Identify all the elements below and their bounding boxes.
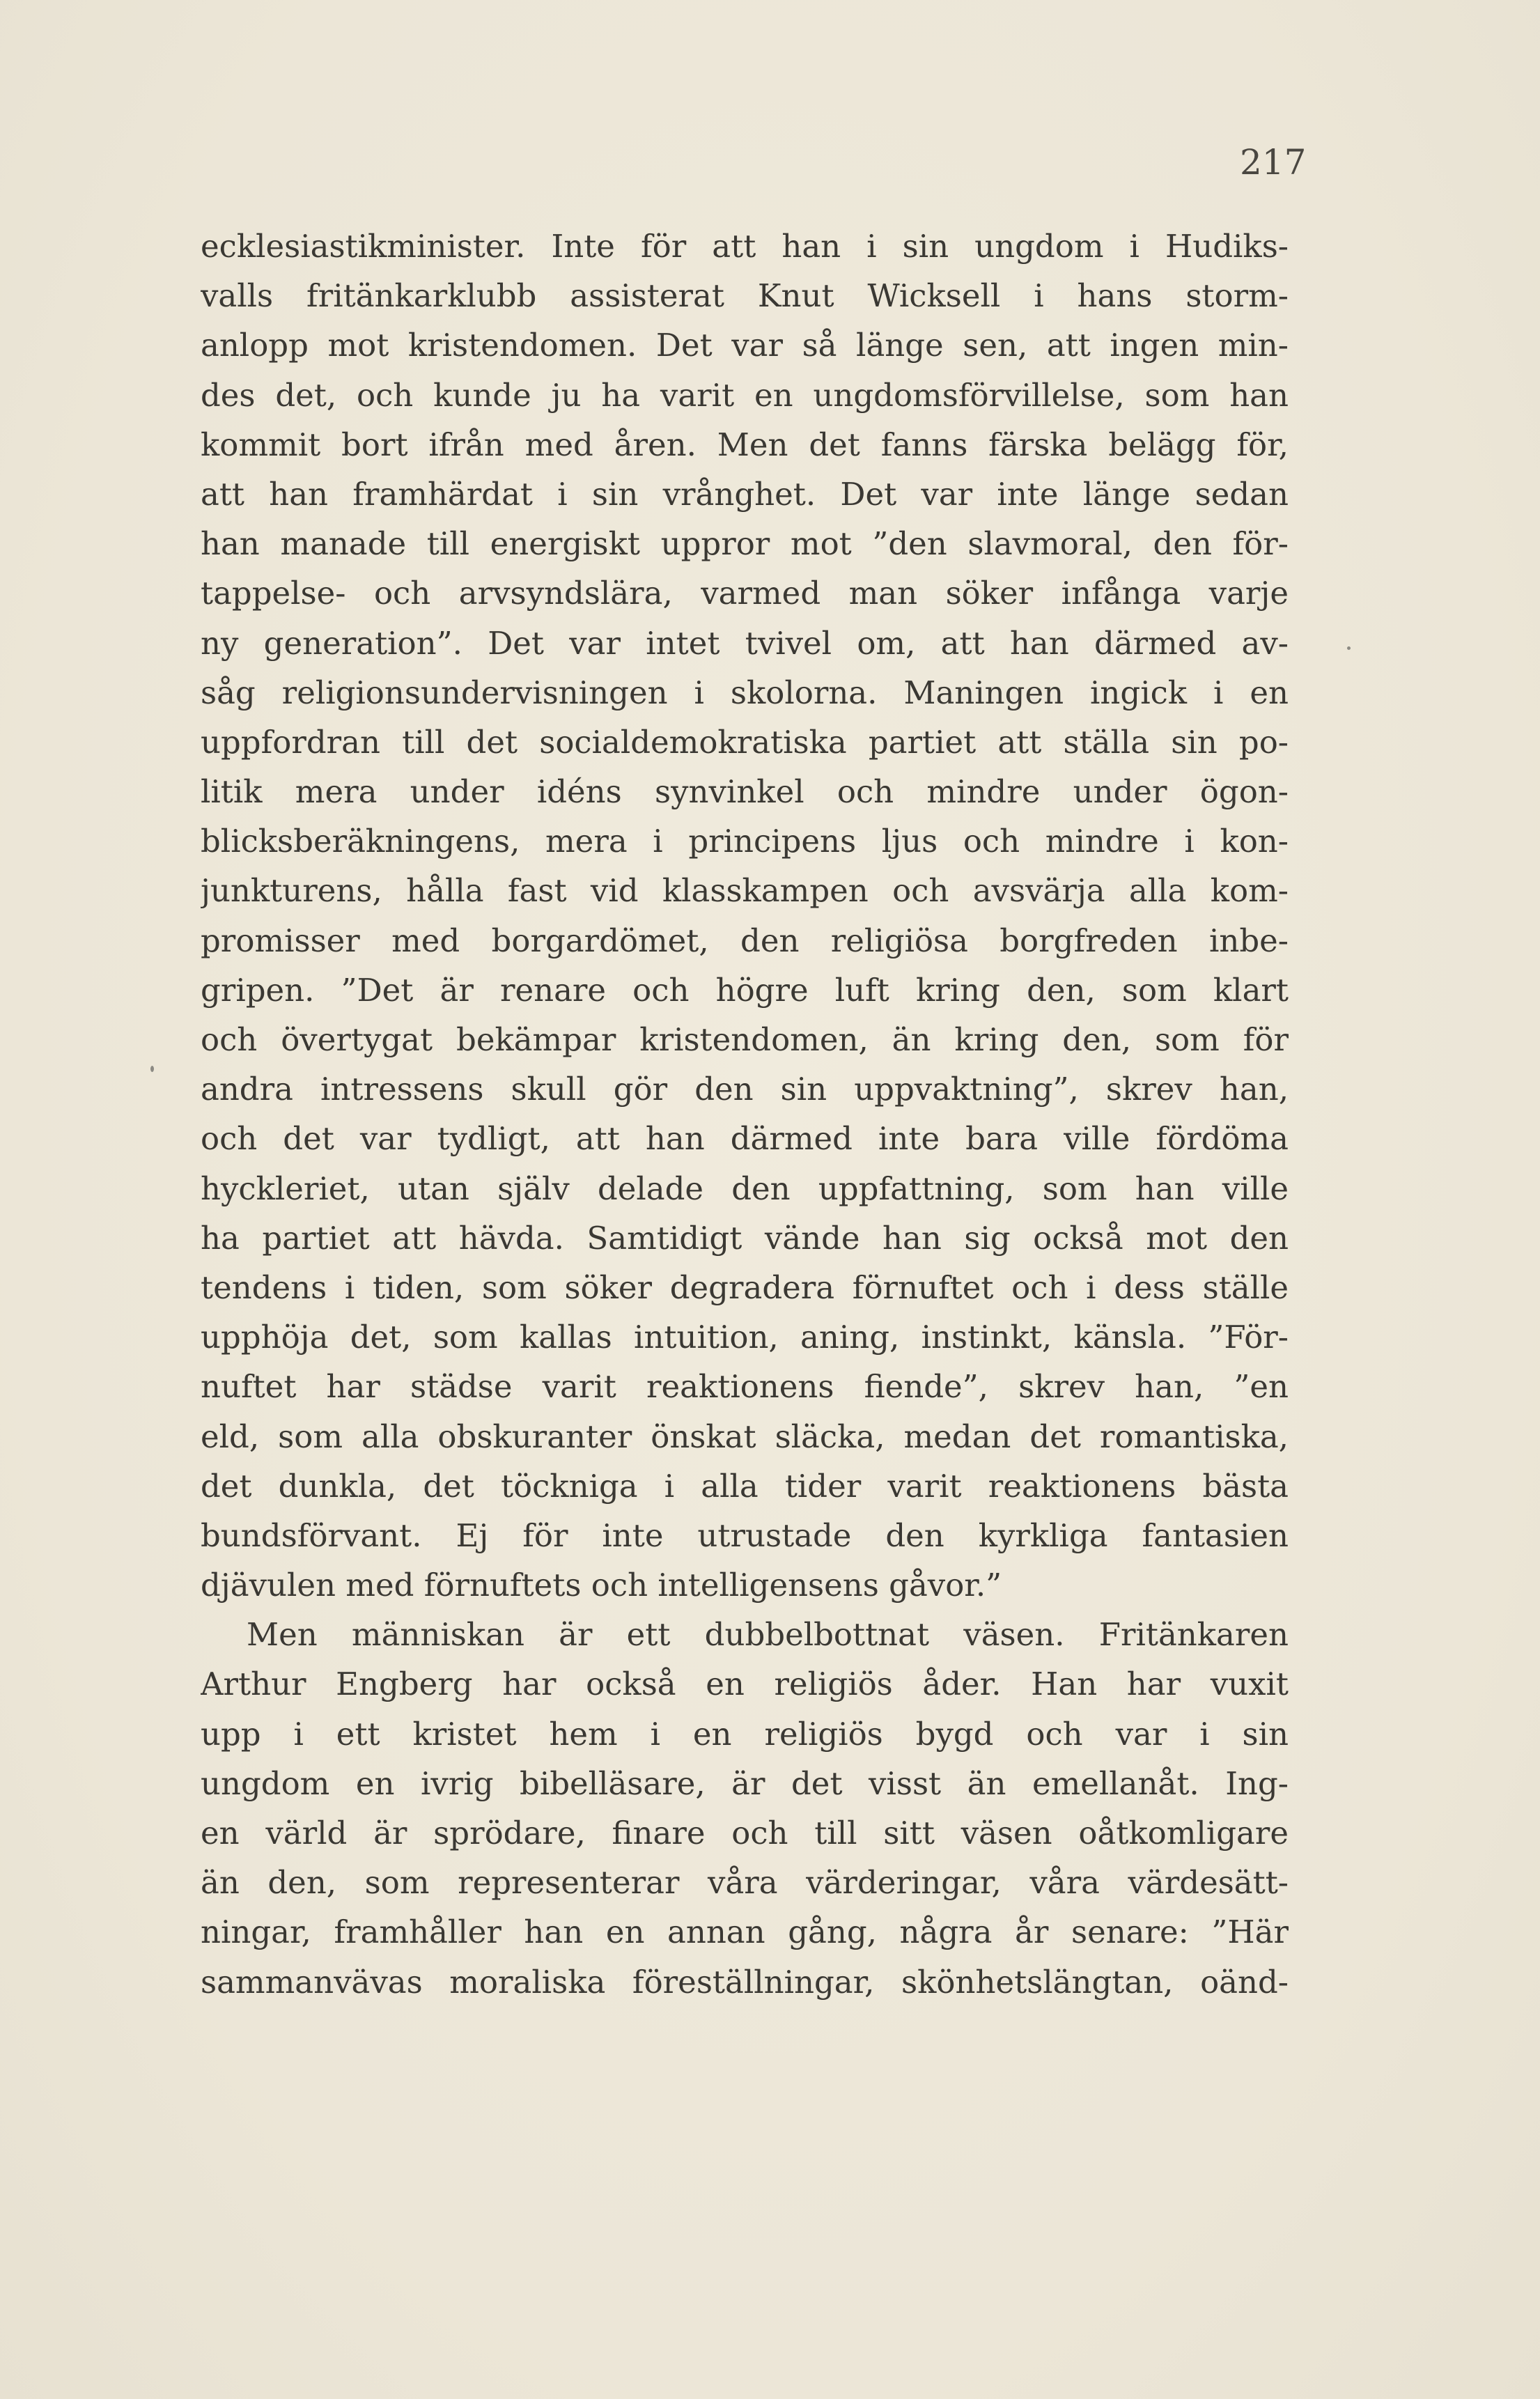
print-speck	[150, 1066, 154, 1072]
text-line: bundsförvant. Ej för inte utrustade den kyrkliga fantasien	[201, 1516, 1289, 1554]
text-line: valls fritänkarklubb assisterat Knut Wicksell i hans storm-	[201, 277, 1289, 315]
text-line: än den, som representerar våra värderingar, våra värdesätt-	[201, 1864, 1289, 1902]
text-line: tappelse- och arvsyndslära, varmed man söker infånga varje	[201, 575, 1289, 612]
text-line: och övertygat bekämpar kristendomen, än kring den, som för	[201, 1021, 1289, 1058]
text-line: han manade till energiskt uppror mot ”den slavmoral, den för-	[201, 525, 1289, 563]
text-line: blicksberäkningens, mera i principens ljus och mindre i kon-	[201, 823, 1289, 860]
text-line: andra intressens skull gör den sin uppvaktning”, skrev han,	[201, 1071, 1289, 1108]
text-line: tendens i tiden, som söker degradera förnuftet och i dess ställe	[201, 1268, 1289, 1306]
text-line: junkturens, hålla fast vid klasskampen och avsvärja alla kom-	[201, 872, 1289, 910]
text-line: des det, och kunde ju ha varit en ungdomsförvillelse, som han	[201, 376, 1289, 414]
body-text	[201, 222, 1289, 2007]
text-line: promisser med borgardömet, den religiösa borgfreden inbe-	[201, 922, 1289, 959]
paragraph-1	[201, 222, 1289, 1610]
text-line: upphöja det, som kallas intuition, aning, instinkt, känsla. ”För-	[201, 1319, 1289, 1356]
text-line: ha partiet att hävda. Samtidigt vände han sig också mot den	[201, 1219, 1289, 1257]
text-line: nuftet har städse varit reaktionens fiende”, skrev han, ”en	[201, 1368, 1289, 1406]
text-line: ny generation”. Det var intet tvivel om, att han därmed av-	[201, 624, 1289, 662]
text-line-last: djävulen med förnuftets och intelligensens gåvor.”	[201, 1567, 1002, 1604]
text-line: litik mera under idéns synvinkel och mindre under ögon-	[201, 773, 1289, 811]
text-line: ningar, framhåller han en annan gång, några år senare: ”Här	[201, 1913, 1289, 1951]
text-line: hyckleriet, utan själv delade den uppfattning, som han ville	[201, 1170, 1289, 1207]
text-line: och det var tydligt, att han därmed inte bara ville fördöma	[201, 1120, 1289, 1158]
text-line: en värld är sprödare, finare och till sitt väsen oåtkomligare	[201, 1815, 1289, 1851]
page-number: 217	[1240, 142, 1307, 183]
text-line: kommit bort ifrån med åren. Men det fanns färska belägg för,	[201, 426, 1289, 463]
text-line: ecklesiastikminister. Inte för att han i sin ungdom i Hudiks-	[201, 228, 1289, 265]
paragraph-2	[201, 1610, 1289, 2007]
text-line: såg religionsundervisningen i skolorna. Maningen ingick i en	[201, 674, 1289, 711]
text-line: upp i ett kristet hem i en religiös bygd och var i sin	[201, 1715, 1289, 1753]
text-line: ungdom en ivrig bibelläsare, är det visst än emellanåt. Ing-	[201, 1764, 1289, 1802]
text-line: gripen. ”Det är renare och högre luft kring den, som klart	[201, 971, 1289, 1009]
text-line: anlopp mot kristendomen. Det var så länge sen, att ingen min-	[201, 327, 1289, 364]
text-line: uppfordran till det socialdemokratiska partiet att ställa sin po-	[201, 723, 1289, 761]
text-line: Arthur Engberg har också en religiös åder. Han har vuxit	[201, 1666, 1289, 1703]
print-speck	[1347, 646, 1351, 650]
text-line-first: Men människan är ett dubbelbottnat väsen. Fritänkaren	[247, 1616, 1289, 1654]
text-line: det dunkla, det töckniga i alla tider varit reaktionens bästa	[201, 1467, 1289, 1505]
text-line: eld, som alla obskuranter önskat släcka, medan det romantiska,	[201, 1418, 1289, 1455]
text-line: att han framhärdat i sin vrånghet. Det var inte länge sedan	[201, 475, 1289, 513]
text-line: sammanvävas moraliska föreställningar, skönhetslängtan, oänd-	[201, 1963, 1289, 2001]
